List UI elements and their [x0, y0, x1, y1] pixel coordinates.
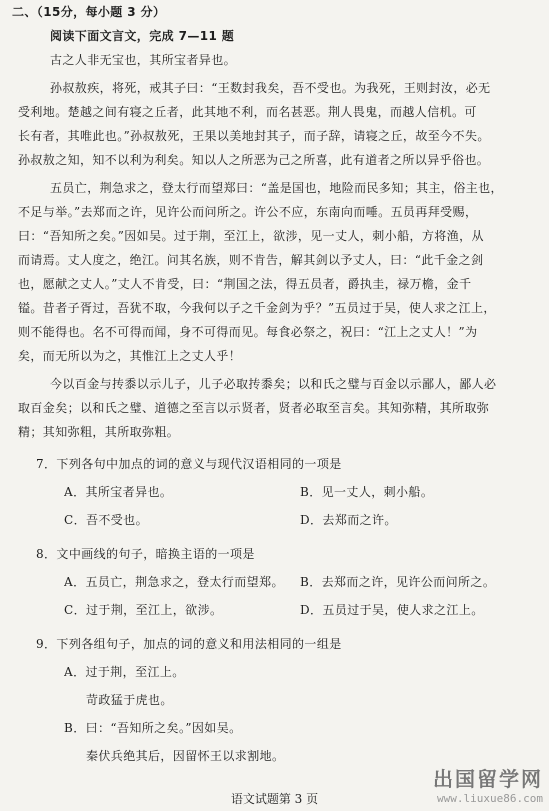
passage-line: 镒。昔者子胥过，吾犹不取，今我何以子之千金剑为乎？”五员过于吴，使人求之江上， — [18, 301, 496, 315]
question-8-option-a: A．五员亡，荆急求之，登太行而望郑。 — [64, 575, 284, 589]
passage-line: 取百金矣；以和氏之璧、道德之至言以示贤者，贤者必取至言矣。其知弥精，其所取弥 — [18, 401, 490, 415]
passage-line: 则不能得也。名不可得而闻，身不可得而见。每食必祭之，祝曰：“江上之丈人！”为 — [18, 325, 478, 339]
passage-line: 今以百金与抟黍以示儿子，儿子必取抟黍矣；以和氏之璧与百金以示鄙人，鄙人必 — [50, 377, 497, 391]
watermark — [433, 763, 543, 805]
question-8-option-d: D．五员过于吴，使人求之江上。 — [300, 603, 484, 617]
question-7-option-b: B．见一丈人，刺小船。 — [300, 485, 434, 499]
question-7-option-d: D．去郑而之许。 — [300, 513, 397, 527]
question-9-stem: 9．下列各组句子，加点的词的意义和用法相同的一组是 — [36, 637, 342, 651]
passage-line: 长有者，其唯此也。”孙叔敖死，王果以美地封其子，而子辞，请寝之丘，故至今不失。 — [18, 129, 490, 143]
question-9-option-a: A．过于荆，至江上。 — [64, 665, 185, 679]
passage-line: 矣，而无所以为之，其惟江上之丈人乎！ — [18, 349, 242, 363]
question-7-option-a: A．其所宝者异也。 — [64, 485, 173, 499]
passage-line: 孙叔敖疾，将死，戒其子曰：“王数封我矣，吾不受也。为我死，王则封汝，必无 — [50, 81, 491, 95]
question-8-stem: 8．文中画线的句子，暗换主语的一项是 — [36, 547, 255, 561]
passage-line: 古之人非无宝也，其所宝者异也。 — [50, 53, 237, 67]
passage-line: 精；其知弥粗，其所取弥粗。 — [18, 425, 180, 439]
passage-line: 受利地。楚越之间有寝之丘者，此其地不利，而名甚恶。荆人畏鬼，而越人信机。可 — [18, 105, 477, 119]
passage-line: 也，愿献之丈人。”丈人不肯受，曰：“荆国之法，得五员者，爵执圭，禄万檐，金千 — [18, 277, 472, 291]
passage-line: 五员亡，荆急求之，登太行而望郑曰：“盖是国也，地险而民多知；其主，俗主也， — [50, 181, 503, 195]
page-footer: 语文试题第 3 页 — [230, 792, 319, 806]
passage-line: 而请焉。丈人度之，绝江。问其名族，则不肯告，解其剑以予丈人，曰：“此千金之剑 — [18, 253, 484, 267]
watermark-url: www.liuxue86.com — [437, 792, 543, 805]
question-9-option-b-pair: 秦伏兵绝其后，因留怀王以求割地。 — [86, 749, 285, 763]
question-8-option-b: B．去郑而之许，见许公而问所之。 — [300, 575, 496, 589]
passage-line: 曰：“吾知所之矣。”因如吴。过于荆，至江上，欲涉，见一丈人，刺小船，方将渔，从 — [18, 229, 484, 243]
reading-instruction: 阅读下面文言文，完成 7—11 题 — [50, 29, 235, 43]
question-8-option-c: C．过于荆，至江上，欲涉。 — [64, 603, 223, 617]
section-heading: 二、（15分，每小题 3 分） — [12, 5, 166, 19]
passage-line: 不足与举。”去郑而之许，见许公而问所之。许公不应，东南向而唾。五员再拜受赐， — [18, 205, 478, 219]
passage-line: 孙叔敖之知，知不以利为利矣。知以人之所恶为己之所喜，此有道者之所以异乎俗也。 — [18, 153, 490, 167]
question-7-option-c: C．吾不受也。 — [64, 513, 148, 527]
watermark-name: 出国留学网 — [433, 767, 543, 791]
question-9-option-a-pair: 苛政猛于虎也。 — [86, 693, 173, 707]
question-7-stem: 7．下列各句中加点的词的意义与现代汉语相同的一项是 — [36, 457, 342, 471]
question-9-option-b: B．曰：“吾知所之矣。”因如吴。 — [64, 721, 242, 735]
